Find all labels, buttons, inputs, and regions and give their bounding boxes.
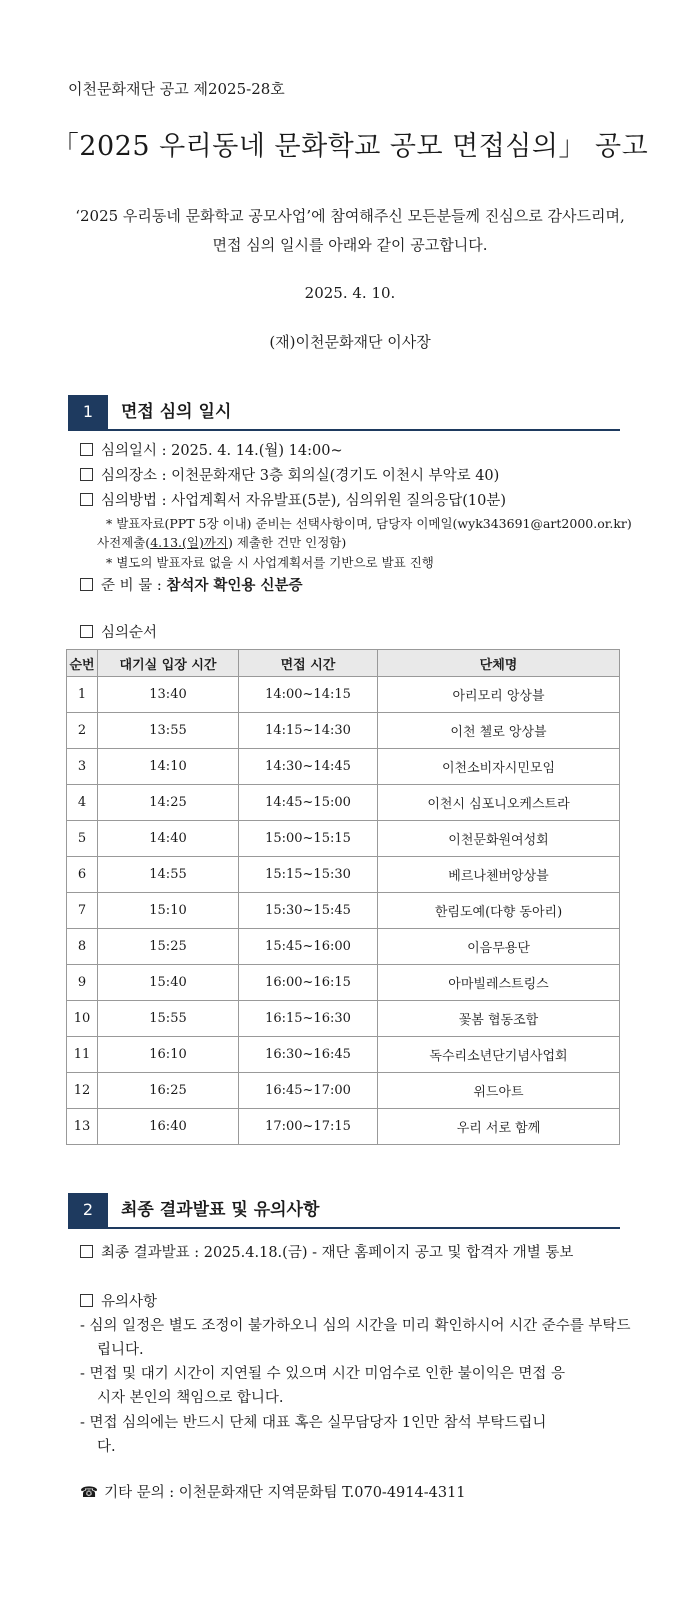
row-interview-time: 16:45~17:00	[239, 1073, 378, 1109]
table-body	[67, 677, 620, 1145]
notice-number: 이천문화재단 공고 제2025-28호	[68, 80, 285, 98]
page-title: 「2025 우리동네 문화학교 공모 면접심의」 공고	[51, 131, 649, 162]
table-row	[67, 857, 620, 893]
row-interview-time: 14:15~14:30	[239, 713, 378, 749]
row-group-name: 이천문화원여성회	[378, 821, 620, 857]
row-waiting-time: 15:10	[98, 893, 239, 929]
deadline-date: 4.13.(일)까지	[150, 535, 228, 550]
method-note-1b	[97, 533, 346, 551]
table-row	[67, 965, 620, 1001]
caution-3b: 다.	[97, 1439, 116, 1455]
caution-2b: 시자 본인의 책임으로 합니다.	[97, 1390, 284, 1406]
datetime-text: 심의일시 : 2025. 4. 14.(월) 14:00~	[101, 443, 343, 459]
table-row	[67, 1001, 620, 1037]
row-waiting-time: 16:40	[98, 1109, 239, 1145]
table-row	[67, 1109, 620, 1145]
method-note-1a: * 발표자료(PPT 5장 이내) 준비는 선택사항이며, 담당자 이메일(wyk343691@art2000.or.kr)	[106, 516, 632, 531]
table-row	[67, 1037, 620, 1073]
table-row	[67, 929, 620, 965]
row-group-name: 한림도예(다향 동아리)	[378, 893, 620, 929]
table-row	[67, 713, 620, 749]
row-seq: 8	[67, 929, 98, 965]
section-2-title: 최종 결과발표 및 유의사항	[121, 1200, 320, 1220]
location-item	[80, 464, 499, 485]
row-seq: 11	[67, 1037, 98, 1073]
row-seq: 4	[67, 785, 98, 821]
row-interview-time: 15:15~15:30	[239, 857, 378, 893]
order-label: 심의순서	[101, 625, 158, 641]
row-waiting-time: 15:55	[98, 1001, 239, 1037]
row-seq: 10	[67, 1001, 98, 1037]
row-waiting-time: 13:40	[98, 677, 239, 713]
checkbox-icon	[80, 625, 93, 638]
method-note-1b-pre: 사전제출(	[97, 535, 151, 550]
row-group-name: 우리 서로 함께	[378, 1109, 620, 1145]
caution-1b: 립니다.	[97, 1342, 144, 1358]
table-row	[67, 677, 620, 713]
row-seq: 13	[67, 1109, 98, 1145]
row-interview-time: 16:00~16:15	[239, 965, 378, 1001]
row-seq: 5	[67, 821, 98, 857]
row-interview-time: 15:00~15:15	[239, 821, 378, 857]
prep-label: 준 비 물 :	[101, 578, 167, 594]
table-row	[67, 1073, 620, 1109]
checkbox-icon	[80, 493, 93, 506]
intro-line-2: 면접 심의 일시를 아래와 같이 공고합니다.	[212, 236, 488, 254]
prep-value: 참석자 확인용 신분증	[166, 577, 303, 594]
checkbox-icon	[80, 1245, 93, 1258]
row-seq: 6	[67, 857, 98, 893]
schedule-table	[66, 649, 620, 1145]
contact-text: 기타 문의 : 이천문화재단 지역문화팀 T.070-4914-4311	[104, 1485, 466, 1501]
header-interview-time: 면접 시간	[239, 650, 378, 677]
row-seq: 1	[67, 677, 98, 713]
method-text: 심의방법 : 사업계획서 자유발표(5분), 심의위원 질의응답(10분)	[101, 493, 507, 509]
row-group-name: 아리모리 앙상블	[378, 677, 620, 713]
row-interview-time: 17:00~17:15	[239, 1109, 378, 1145]
row-interview-time: 14:30~14:45	[239, 749, 378, 785]
checkbox-icon	[80, 1294, 93, 1307]
row-group-name: 이천시 심포니오케스트라	[378, 785, 620, 821]
row-waiting-time: 14:25	[98, 785, 239, 821]
row-waiting-time: 15:40	[98, 965, 239, 1001]
table-row	[67, 821, 620, 857]
row-waiting-time: 16:10	[98, 1037, 239, 1073]
row-waiting-time: 14:40	[98, 821, 239, 857]
issuer: (재)이천문화재단 이사장	[269, 333, 431, 351]
row-interview-time: 16:30~16:45	[239, 1037, 378, 1073]
header-group-name: 단체명	[378, 650, 620, 677]
notes-item	[80, 1290, 157, 1311]
row-group-name: 베르나첸버앙상블	[378, 857, 620, 893]
row-interview-time: 16:15~16:30	[239, 1001, 378, 1037]
row-group-name: 이천 첼로 앙상블	[378, 713, 620, 749]
section-1-title: 면접 심의 일시	[121, 402, 232, 422]
header-seq: 순번	[67, 650, 98, 677]
method-note-1b-post: ) 제출한 건만 인정함)	[227, 535, 347, 550]
prep-item	[80, 574, 303, 595]
row-interview-time: 14:00~14:15	[239, 677, 378, 713]
row-waiting-time: 16:25	[98, 1073, 239, 1109]
row-group-name: 아마빌레스트링스	[378, 965, 620, 1001]
table-row	[67, 893, 620, 929]
datetime-item	[80, 439, 343, 460]
row-group-name: 위드아트	[378, 1073, 620, 1109]
row-waiting-time: 15:25	[98, 929, 239, 965]
section-2-header	[68, 1193, 620, 1229]
checkbox-icon	[80, 468, 93, 481]
notes-label: 유의사항	[101, 1294, 158, 1310]
row-waiting-time: 14:10	[98, 749, 239, 785]
checkbox-icon	[80, 443, 93, 456]
row-interview-time: 14:45~15:00	[239, 785, 378, 821]
header-waiting-time: 대기실 입장 시간	[98, 650, 239, 677]
caution-1a: - 심의 일정은 별도 조정이 불가하오니 심의 시간을 미리 확인하시어 시간 준수를 부탁드	[80, 1318, 631, 1334]
table-row	[67, 749, 620, 785]
method-item	[80, 489, 506, 510]
row-waiting-time: 14:55	[98, 857, 239, 893]
row-interview-time: 15:45~16:00	[239, 929, 378, 965]
caution-2a: - 면접 및 대기 시간이 지연될 수 있으며 시간 미엄수로 인한 불이익은 면접 응	[80, 1366, 566, 1382]
method-note-2: * 별도의 발표자료 없을 시 사업계획서를 기반으로 발표 진행	[106, 555, 434, 570]
row-group-name: 꽃봄 협동조합	[378, 1001, 620, 1037]
section-1-number: 1	[68, 395, 108, 429]
row-seq: 3	[67, 749, 98, 785]
checkbox-icon	[80, 578, 93, 591]
intro-line-1: ‘2025 우리동네 문화학교 공모사업’에 참여해주신 모든분들께 진심으로 감사드리며,	[75, 207, 625, 225]
table-row	[67, 785, 620, 821]
order-item	[80, 621, 157, 642]
location-text: 심의장소 : 이천문화재단 3층 회의실(경기도 이천시 부악로 40)	[101, 468, 500, 484]
table-header-row	[67, 650, 620, 677]
row-interview-time: 15:30~15:45	[239, 893, 378, 929]
row-group-name: 이음무용단	[378, 929, 620, 965]
section-1-header	[68, 395, 620, 431]
row-group-name: 독수리소년단기념사업회	[378, 1037, 620, 1073]
section-2-number: 2	[68, 1193, 108, 1227]
contact-line	[80, 1481, 466, 1502]
phone-icon: ☎	[80, 1485, 99, 1501]
row-seq: 9	[67, 965, 98, 1001]
row-seq: 2	[67, 713, 98, 749]
row-group-name: 이천소비자시민모임	[378, 749, 620, 785]
caution-3a: - 면접 심의에는 반드시 단체 대표 혹은 실무담당자 1인만 참석 부탁드립니	[80, 1415, 547, 1431]
announcement-date: 2025. 4. 10.	[304, 284, 396, 302]
result-text: 최종 결과발표 : 2025.4.18.(금) - 재단 홈페이지 공고 및 합격자 개별 통보	[101, 1245, 574, 1261]
row-waiting-time: 13:55	[98, 713, 239, 749]
row-seq: 7	[67, 893, 98, 929]
row-seq: 12	[67, 1073, 98, 1109]
result-item	[80, 1241, 573, 1262]
